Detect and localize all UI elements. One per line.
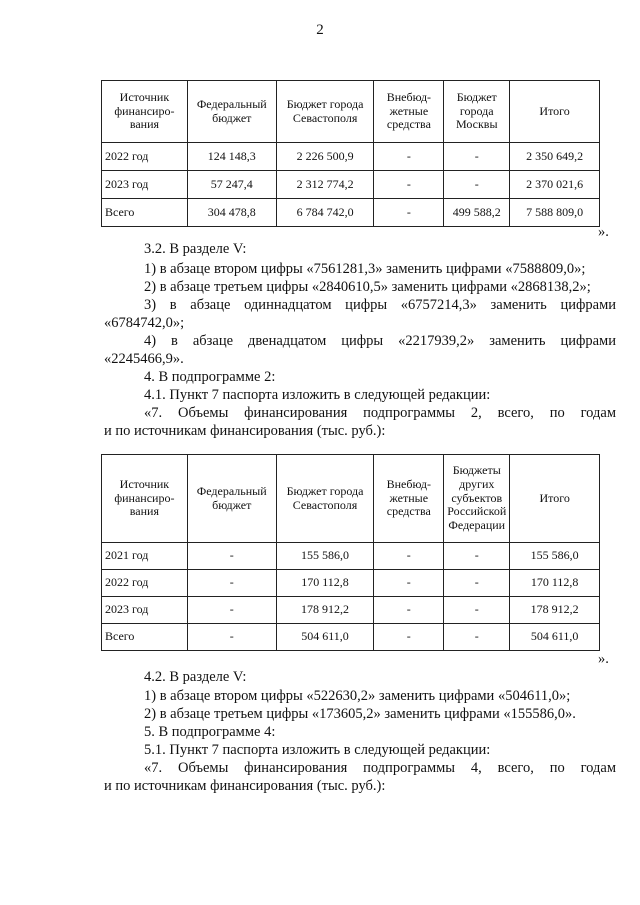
table-cell: - bbox=[187, 543, 276, 570]
table-cell: - bbox=[444, 597, 510, 624]
header-cell: Бюджет города Севастополя bbox=[276, 455, 374, 543]
paragraph: 3.2. В разделе V: bbox=[144, 241, 247, 257]
header-cell: Источник финансиро-вания bbox=[102, 455, 188, 543]
paragraph: «7. Объемы финансирования подпрограммы 4, всего, по годам bbox=[144, 760, 616, 776]
table-cell: 178 912,2 bbox=[510, 597, 600, 624]
closing-quote-mark: ». bbox=[598, 651, 609, 667]
header-cell: Федеральный бюджет bbox=[187, 81, 276, 143]
table-cell: 2021 год bbox=[102, 543, 188, 570]
table-cell: 499 588,2 bbox=[444, 199, 510, 227]
table-cell: - bbox=[444, 624, 510, 651]
table-row bbox=[102, 624, 600, 651]
table-cell: - bbox=[187, 597, 276, 624]
header-cell: Внебюд-жетные средства bbox=[374, 455, 444, 543]
header-cell: Бюджеты других субъектов Российской Федерации bbox=[444, 455, 510, 543]
table-cell: - bbox=[444, 543, 510, 570]
table-cell: - bbox=[374, 570, 444, 597]
table-cell: Всего bbox=[102, 624, 188, 651]
table-cell: 2 226 500,9 bbox=[276, 143, 374, 171]
table-cell: - bbox=[374, 543, 444, 570]
table-row bbox=[102, 543, 600, 570]
table-cell: 7 588 809,0 bbox=[510, 199, 600, 227]
table-cell: 155 586,0 bbox=[510, 543, 600, 570]
table-row bbox=[102, 171, 600, 199]
page-number: 2 bbox=[316, 22, 324, 38]
paragraph: 4.1. Пункт 7 паспорта изложить в следующей редакции: bbox=[144, 387, 491, 403]
table-cell: 504 611,0 bbox=[276, 624, 374, 651]
paragraph: и по источникам финансирования (тыс. руб.): bbox=[104, 778, 386, 794]
table-cell: - bbox=[374, 597, 444, 624]
table-cell: 2023 год bbox=[102, 597, 188, 624]
paragraph: 4.2. В разделе V: bbox=[144, 669, 247, 685]
header-cell: Бюджет города Москвы bbox=[444, 81, 510, 143]
table-cell: - bbox=[187, 624, 276, 651]
table-cell: 155 586,0 bbox=[276, 543, 374, 570]
financing-table-2 bbox=[101, 454, 600, 651]
table-header-row bbox=[102, 455, 600, 543]
paragraph: 5. В подпрограмме 4: bbox=[144, 724, 276, 740]
table-cell: 504 611,0 bbox=[510, 624, 600, 651]
table-cell: 124 148,3 bbox=[187, 143, 276, 171]
header-cell: Федеральный бюджет bbox=[187, 455, 276, 543]
table-cell: - bbox=[374, 171, 444, 199]
table-header-row bbox=[102, 81, 600, 143]
table-cell: - bbox=[444, 171, 510, 199]
table-cell: 2 312 774,2 bbox=[276, 171, 374, 199]
table-cell: 2023 год bbox=[102, 171, 188, 199]
table-cell: - bbox=[374, 143, 444, 171]
paragraph: 1) в абзаце втором цифры «522630,2» заменить цифрами «504611,0»; bbox=[144, 688, 571, 704]
paragraph: «2245466,9». bbox=[104, 351, 184, 367]
paragraph: 1) в абзаце втором цифры «7561281,3» заменить цифрами «7588809,0»; bbox=[144, 261, 586, 277]
table-cell: - bbox=[187, 570, 276, 597]
table-row bbox=[102, 143, 600, 171]
header-cell: Бюджет города Севастополя bbox=[276, 81, 374, 143]
table-row bbox=[102, 597, 600, 624]
table-row bbox=[102, 570, 600, 597]
table-cell: 2 350 649,2 bbox=[510, 143, 600, 171]
paragraph: и по источникам финансирования (тыс. руб.): bbox=[104, 423, 386, 439]
table-cell: - bbox=[374, 624, 444, 651]
paragraph: 4) в абзаце двенадцатом цифры «2217939,2» заменить цифрами bbox=[144, 333, 616, 349]
table-cell: 178 912,2 bbox=[276, 597, 374, 624]
paragraph: 2) в абзаце третьем цифры «173605,2» заменить цифрами «155586,0». bbox=[144, 706, 576, 722]
table-cell: 57 247,4 bbox=[187, 171, 276, 199]
paragraph: 4. В подпрограмме 2: bbox=[144, 369, 276, 385]
paragraph: 2) в абзаце третьем цифры «2840610,5» заменить цифрами «2868138,2»; bbox=[144, 279, 591, 295]
header-cell: Внебюд-жетные средства bbox=[374, 81, 444, 143]
paragraph: 5.1. Пункт 7 паспорта изложить в следующей редакции: bbox=[144, 742, 491, 758]
table-cell: 2022 год bbox=[102, 570, 188, 597]
table-cell: 6 784 742,0 bbox=[276, 199, 374, 227]
table-cell: Всего bbox=[102, 199, 188, 227]
header-cell: Итого bbox=[510, 455, 600, 543]
paragraph: «7. Объемы финансирования подпрограммы 2, всего, по годам bbox=[144, 405, 616, 421]
table-cell: - bbox=[444, 570, 510, 597]
paragraph: 3) в абзаце одиннадцатом цифры «6757214,3» заменить цифрами bbox=[144, 297, 616, 313]
table-cell: 170 112,8 bbox=[510, 570, 600, 597]
table-row bbox=[102, 199, 600, 227]
paragraph: «6784742,0»; bbox=[104, 315, 185, 331]
financing-table-1 bbox=[101, 80, 600, 227]
table-cell: 2022 год bbox=[102, 143, 188, 171]
closing-quote-mark: ». bbox=[598, 224, 609, 240]
header-cell: Итого bbox=[510, 81, 600, 143]
table-cell: 170 112,8 bbox=[276, 570, 374, 597]
header-cell: Источник финансиро-вания bbox=[102, 81, 188, 143]
table-cell: 2 370 021,6 bbox=[510, 171, 600, 199]
table-cell: - bbox=[374, 199, 444, 227]
table-cell: 304 478,8 bbox=[187, 199, 276, 227]
table-cell: - bbox=[444, 143, 510, 171]
